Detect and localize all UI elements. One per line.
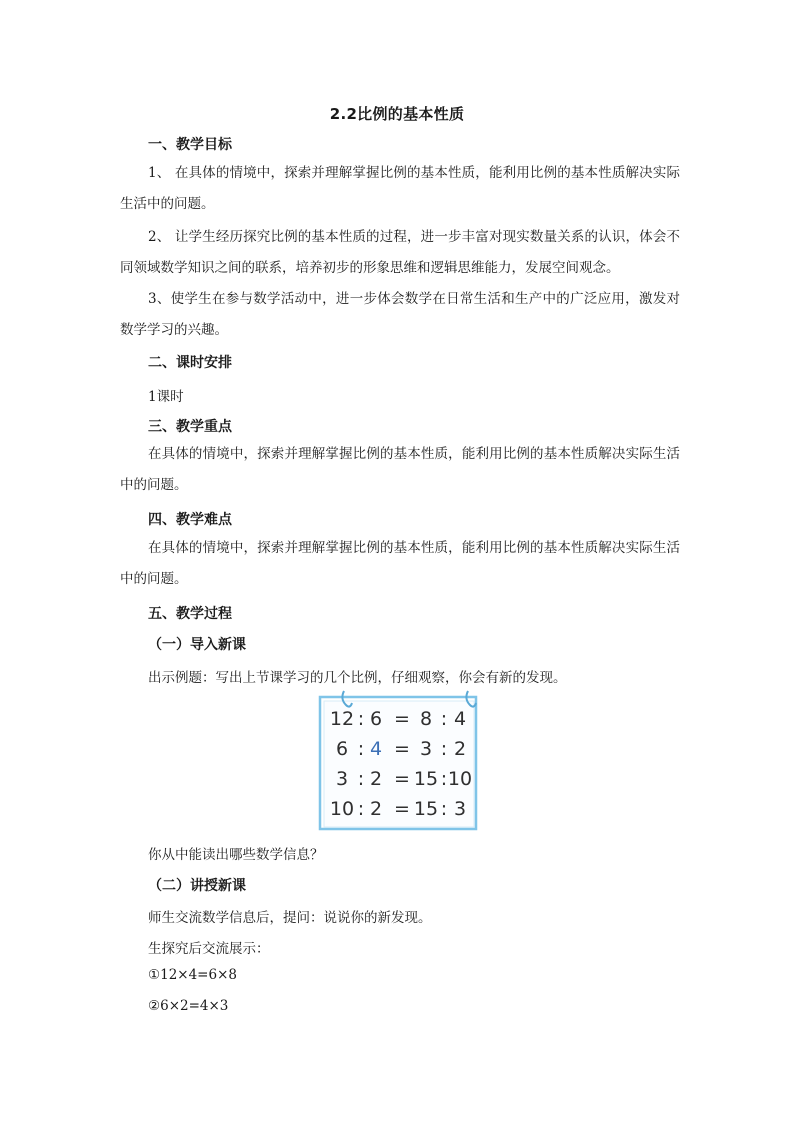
- subheading-introduction: （一）导入新课: [148, 637, 246, 653]
- row-1-term-c: 8: [419, 708, 433, 730]
- difficulties-text: 在具体的情境中，探索并理解掌握比例的基本性质，能利用比例的基本性质解决实际生活中的问题。: [120, 540, 680, 587]
- row-4-term-c: 15: [413, 798, 439, 820]
- row-3-equals-sign: =: [394, 768, 410, 790]
- row-3-term-d: 10: [447, 768, 473, 790]
- proportions-card-figure: [316, 689, 480, 832]
- section-heading-key-points: 三、教学重点: [148, 419, 232, 435]
- row-2-term-c: 3: [419, 738, 433, 760]
- row-2-colon: :: [440, 738, 448, 760]
- lesson-line-4: ②6×2=4×3: [148, 998, 229, 1014]
- row-2-equals-sign: =: [394, 738, 410, 760]
- objective-2: 2、 让学生经历探究比例的基本性质的过程，进一步丰富对现实数量关系的认识，体会不同领域数学知识之间的联系，培养初步的形象思维和逻辑思维能力，发展空间观念。: [120, 229, 680, 276]
- row-3-term-a: 3: [335, 768, 349, 790]
- row-3-colon: :: [357, 768, 365, 790]
- row-4-colon: :: [357, 798, 365, 820]
- subheading-new-lesson: （二）讲授新课: [148, 878, 246, 894]
- row-1-colon: :: [357, 708, 365, 730]
- row-2-term-b: 4: [369, 738, 383, 760]
- row-3-term-b: 2: [369, 768, 383, 790]
- row-4-equals-sign: =: [394, 798, 410, 820]
- row-1-colon: :: [440, 708, 448, 730]
- row-1-term-a: 12: [329, 708, 355, 730]
- row-3-term-c: 15: [413, 768, 439, 790]
- row-4-term-a: 10: [329, 798, 355, 820]
- section-heading-difficulties: 四、教学难点: [148, 512, 232, 528]
- row-1-equals-sign: =: [394, 708, 410, 730]
- key-points-text: 在具体的情境中，探索并理解掌握比例的基本性质，能利用比例的基本性质解决实际生活中的问题。: [120, 446, 680, 493]
- row-4-colon: :: [440, 798, 448, 820]
- row-2-term-a: 6: [335, 738, 349, 760]
- section-heading-schedule: 二、课时安排: [148, 355, 232, 371]
- objective-3: 3、使学生在参与数学活动中，进一步体会数学在日常生活和生产中的广泛应用，激发对数学学习的兴趣。: [120, 291, 680, 338]
- lesson-line-2: 生探究后交流展示：: [148, 941, 270, 957]
- section-heading-process: 五、教学过程: [148, 606, 232, 622]
- row-1-term-b: 6: [369, 708, 383, 730]
- question-text: 你从中能读出哪些数学信息？: [148, 847, 324, 863]
- page-title: 2.2比例的基本性质: [329, 105, 465, 123]
- schedule-text: 1课时: [148, 389, 184, 405]
- lesson-line-3: ①12×4=6×8: [148, 967, 237, 983]
- row-4-term-b: 2: [369, 798, 383, 820]
- row-2-term-d: 2: [453, 738, 467, 760]
- introduction-text: 出示例题：写出上节课学习的几个比例，仔细观察，你会有新的发现。: [148, 670, 567, 686]
- objective-1: 1、 在具体的情境中，探索并理解掌握比例的基本性质，能利用比例的基本性质解决实际生活中的问题。: [120, 165, 680, 212]
- row-2-colon: :: [357, 738, 365, 760]
- section-heading-objectives: 一、教学目标: [148, 137, 232, 153]
- row-4-term-d: 3: [453, 798, 467, 820]
- lesson-line-1: 师生交流数学信息后，提问：说说你的新发现。: [148, 910, 432, 926]
- row-1-term-d: 4: [453, 708, 467, 730]
- row-3-colon: :: [440, 768, 448, 790]
